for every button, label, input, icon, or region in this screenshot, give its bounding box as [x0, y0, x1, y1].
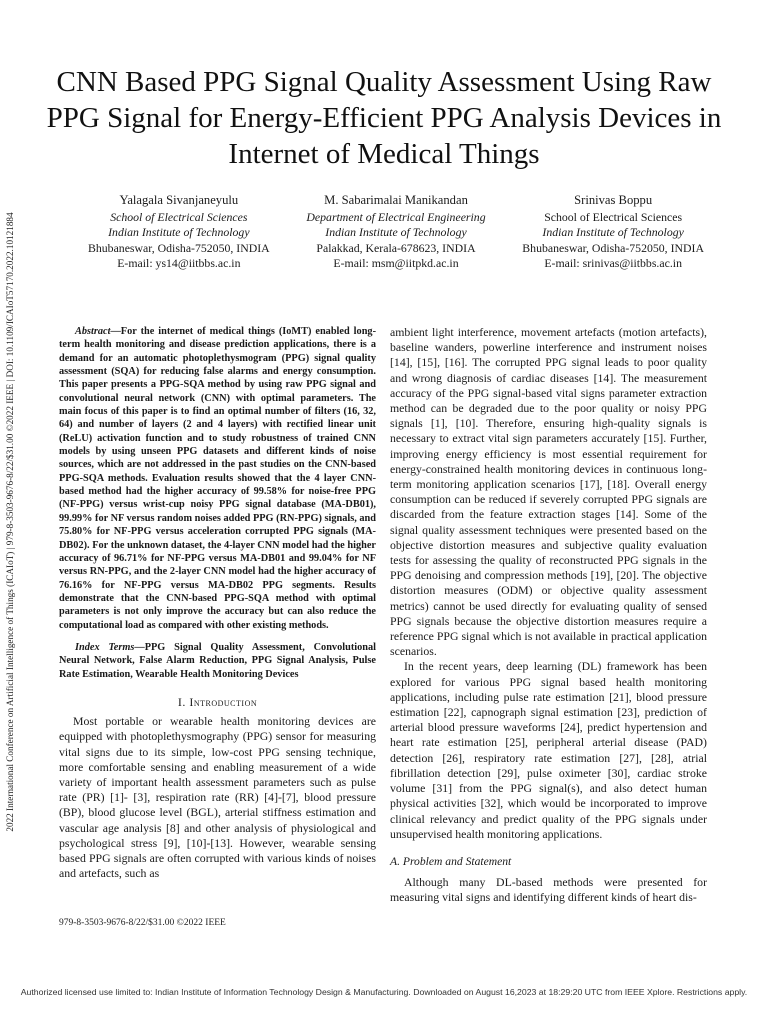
author-addr: Bhubaneswar, Odisha-752050, INDIA [88, 240, 270, 255]
abstract-label: Abstract [75, 326, 111, 337]
author-block [88, 193, 704, 272]
author-2 [306, 193, 485, 272]
author-inst: Indian Institute of Technology [542, 225, 684, 240]
author-3 [522, 193, 704, 272]
body-paragraph-3: Although many DL-based methods were presented for measuring vital signs and identifying different kinds of heart dis- [390, 875, 707, 905]
author-inst: Indian Institute of Technology [325, 225, 467, 240]
side-citation-text: 2022 International Conference on Artificial Intelligence of Things (ICAIoT) | 979-8-3503-9676-8/22/$31.00 ©2022 IEEE | DOI: 10.1109/ICAIoT57170.2022.10121884 [5, 212, 15, 832]
body-paragraph-1: ambient light interference, movement artefacts (motion artefacts), baseline wanders, powerline interference and instrument noises [14], [15], [16]. The corrupted PPG signal leads to poor quality and wrong diagnosis of cardiac diseases [14]. The measurement accuracy of the PPG signal-based vital signs parameter extraction method can be degraded due to the poor quality or noisy PPG signals [1], [10]. Therefore, ensuring high-quality signals is necessary to extract vital sign parameters accurately [15]. Further, improving energy efficiency is most essential requirement for energy-constrained health monitoring devices in continuous long-term monitoring application scenarios [17], [18]. Overall energy consumption can be reduced if severely corrupted PPG signals are discarded from the feature extraction stages [14]. Some of the signal quality assessment techniques were presented based on the objective distortion measures and subjective quality evaluation tests for assessing the quality of reconstructed PPG signals in the PPG denoising and compression methods [19], [20]. The objective distortion measures (ODM) or objective quality assessment metrics) cannot be used directly for evaluating quality of sensed PPG signals because the objective distortion measures require a reference PPG signal which is not available in practical application scenarios. [390, 325, 707, 659]
author-name: Yalagala Sivanjaneyulu [119, 193, 239, 207]
section-heading-introduction: I. Introduction [177, 694, 258, 709]
license-footer: Authorized licensed use limited to: Indian Institute of Information Technology Design & Manufacturing. Downloaded on August 16,2023 at 18:29:20 UTC from IEEE Xplore. Restrictions apply. [20, 987, 748, 997]
author-dept: School of Electrical Sciences [544, 209, 683, 224]
author-1 [88, 193, 270, 272]
copyright-notice: 979-8-3503-9676-8/22/$31.00 ©2022 IEEE [59, 918, 226, 928]
author-addr: Palakkad, Kerala-678623, INDIA [316, 240, 476, 255]
abstract [59, 325, 376, 632]
index-terms-label: Index Terms [75, 641, 135, 653]
author-name: Srinivas Boppu [574, 193, 653, 207]
index-terms [59, 641, 376, 681]
subsection-heading-problem: A. Problem and Statement [390, 854, 512, 868]
author-email: E-mail: srinivas@iitbbs.ac.in [544, 256, 682, 271]
index-terms-text: —PPG Signal Quality Assessment, Convolutional Neural Network, False Alarm Reduction, PPG Signal Analysis, Pulse Rate Estimation, Wearable Health Monitoring Devices [59, 641, 376, 680]
body-paragraph-2: In the recent years, deep learning (DL) framework has been explored for various PPG signal based health monitoring applications, including pulse rate estimation [21], blood pressure estimation [22], capnograph signal estimation [23], prediction of arterial blood pressure waveforms [24], predict hypertension and heart rate estimation [25], peripheral arterial disease (PAD) detection [26], respiratory rate estimation [27], [28], atrial fibrillation detection [29], pulse oximeter [30], cardiac stroke volume [31] from the PPG signal(s), and also detect human physical activities [32], which would be incorporated to improve clinical relevancy and predict quality of the PPG signals under unsupervised health monitoring applications. [390, 659, 707, 841]
abstract-text: —For the internet of medical things (IoMT) enabled long-term health monitoring and disease prediction applications, there is a demand for an automatic photoplethysmogram (PPG) signal quality assessment (SQA) for reducing false alarms and energy consumption. This paper presents a PPG-SQA method by using raw PPG signal and convolutional neural network (CNN) with optimal parameters. The main focus of this paper is to find an optimal number of filters (16, 32, 64) and number of layers (2 and 4 layers) with rectified linear unit (ReLU) activation function and to study robustness of trained CNN models by using unseen PPG datasets and different kinds of noise sources, which are not addressed in the past studies on the CNN-based PPG-SQA methods. Evaluation results showed that the 4 layer CNN-based method had the higher accuracy of 99.58% for noise-free PPG (NF-PPG) versus wrist-cup noisy PPG signal database (MA-DB01), 99.99% for NF versus random noises added PPG (RN-PPG) signals, and 75.80% for NF-PPG versus acceleration corrupted PPG signals (MA-DB02). For the unknown dataset, the 4-layer CNN model had the higher accuracy of 96.71% for NF-PPG versus MA-DB01 and 99.04% for NF versus RN-PPG, and the 2-layer CNN model had the higher accuracy of 76.16% for NF-PPG versus MA-DB02 PPG segments. Results demonstrate that the CNN-based PPG-SQA method with optimal parameters is not only improve the accuracy but can also reduce the computational load as compared with other existing methods. [59, 326, 376, 631]
author-addr: Bhubaneswar, Odisha-752050, INDIA [522, 240, 704, 255]
left-column [59, 325, 376, 881]
side-citation-strip [0, 0, 20, 1024]
author-dept: Department of Electrical Engineering [306, 209, 486, 224]
right-column [390, 325, 707, 906]
paper-title: CNN Based PPG Signal Quality Assessment Using Raw PPG Signal for Energy-Efficient PPG Analysis Devices in Internet of Medical Things [46, 66, 722, 170]
author-dept: School of Electrical Sciences [110, 209, 248, 224]
author-inst: Indian Institute of Technology [108, 225, 250, 240]
intro-paragraph: Most portable or wearable health monitoring devices are equipped with photoplethysmography (PPG) sensor for measuring vital signs due to its simple, low-cost PPG sensing technique, more comfortable sensing and enabling measurement of a wide variety of important health assessment parameters such as pulse rate (PR) [1]- [3], respiration rate (RR) [4]-[7], blood pressure (BP), blood glucose level (BGL), arterial stiffness estimation and vascular age analysis [8] and other analysis of physiological and psychological stress [9], [10]-[13]. However, wearable sensing based PPG signals are often corrupted with various kinds of noises and artefacts, such as [59, 714, 376, 881]
author-email: E-mail: ys14@iitbbs.ac.in [117, 256, 241, 271]
author-email: E-mail: msm@iitpkd.ac.in [333, 256, 459, 271]
author-name: M. Sabarimalai Manikandan [324, 193, 468, 207]
